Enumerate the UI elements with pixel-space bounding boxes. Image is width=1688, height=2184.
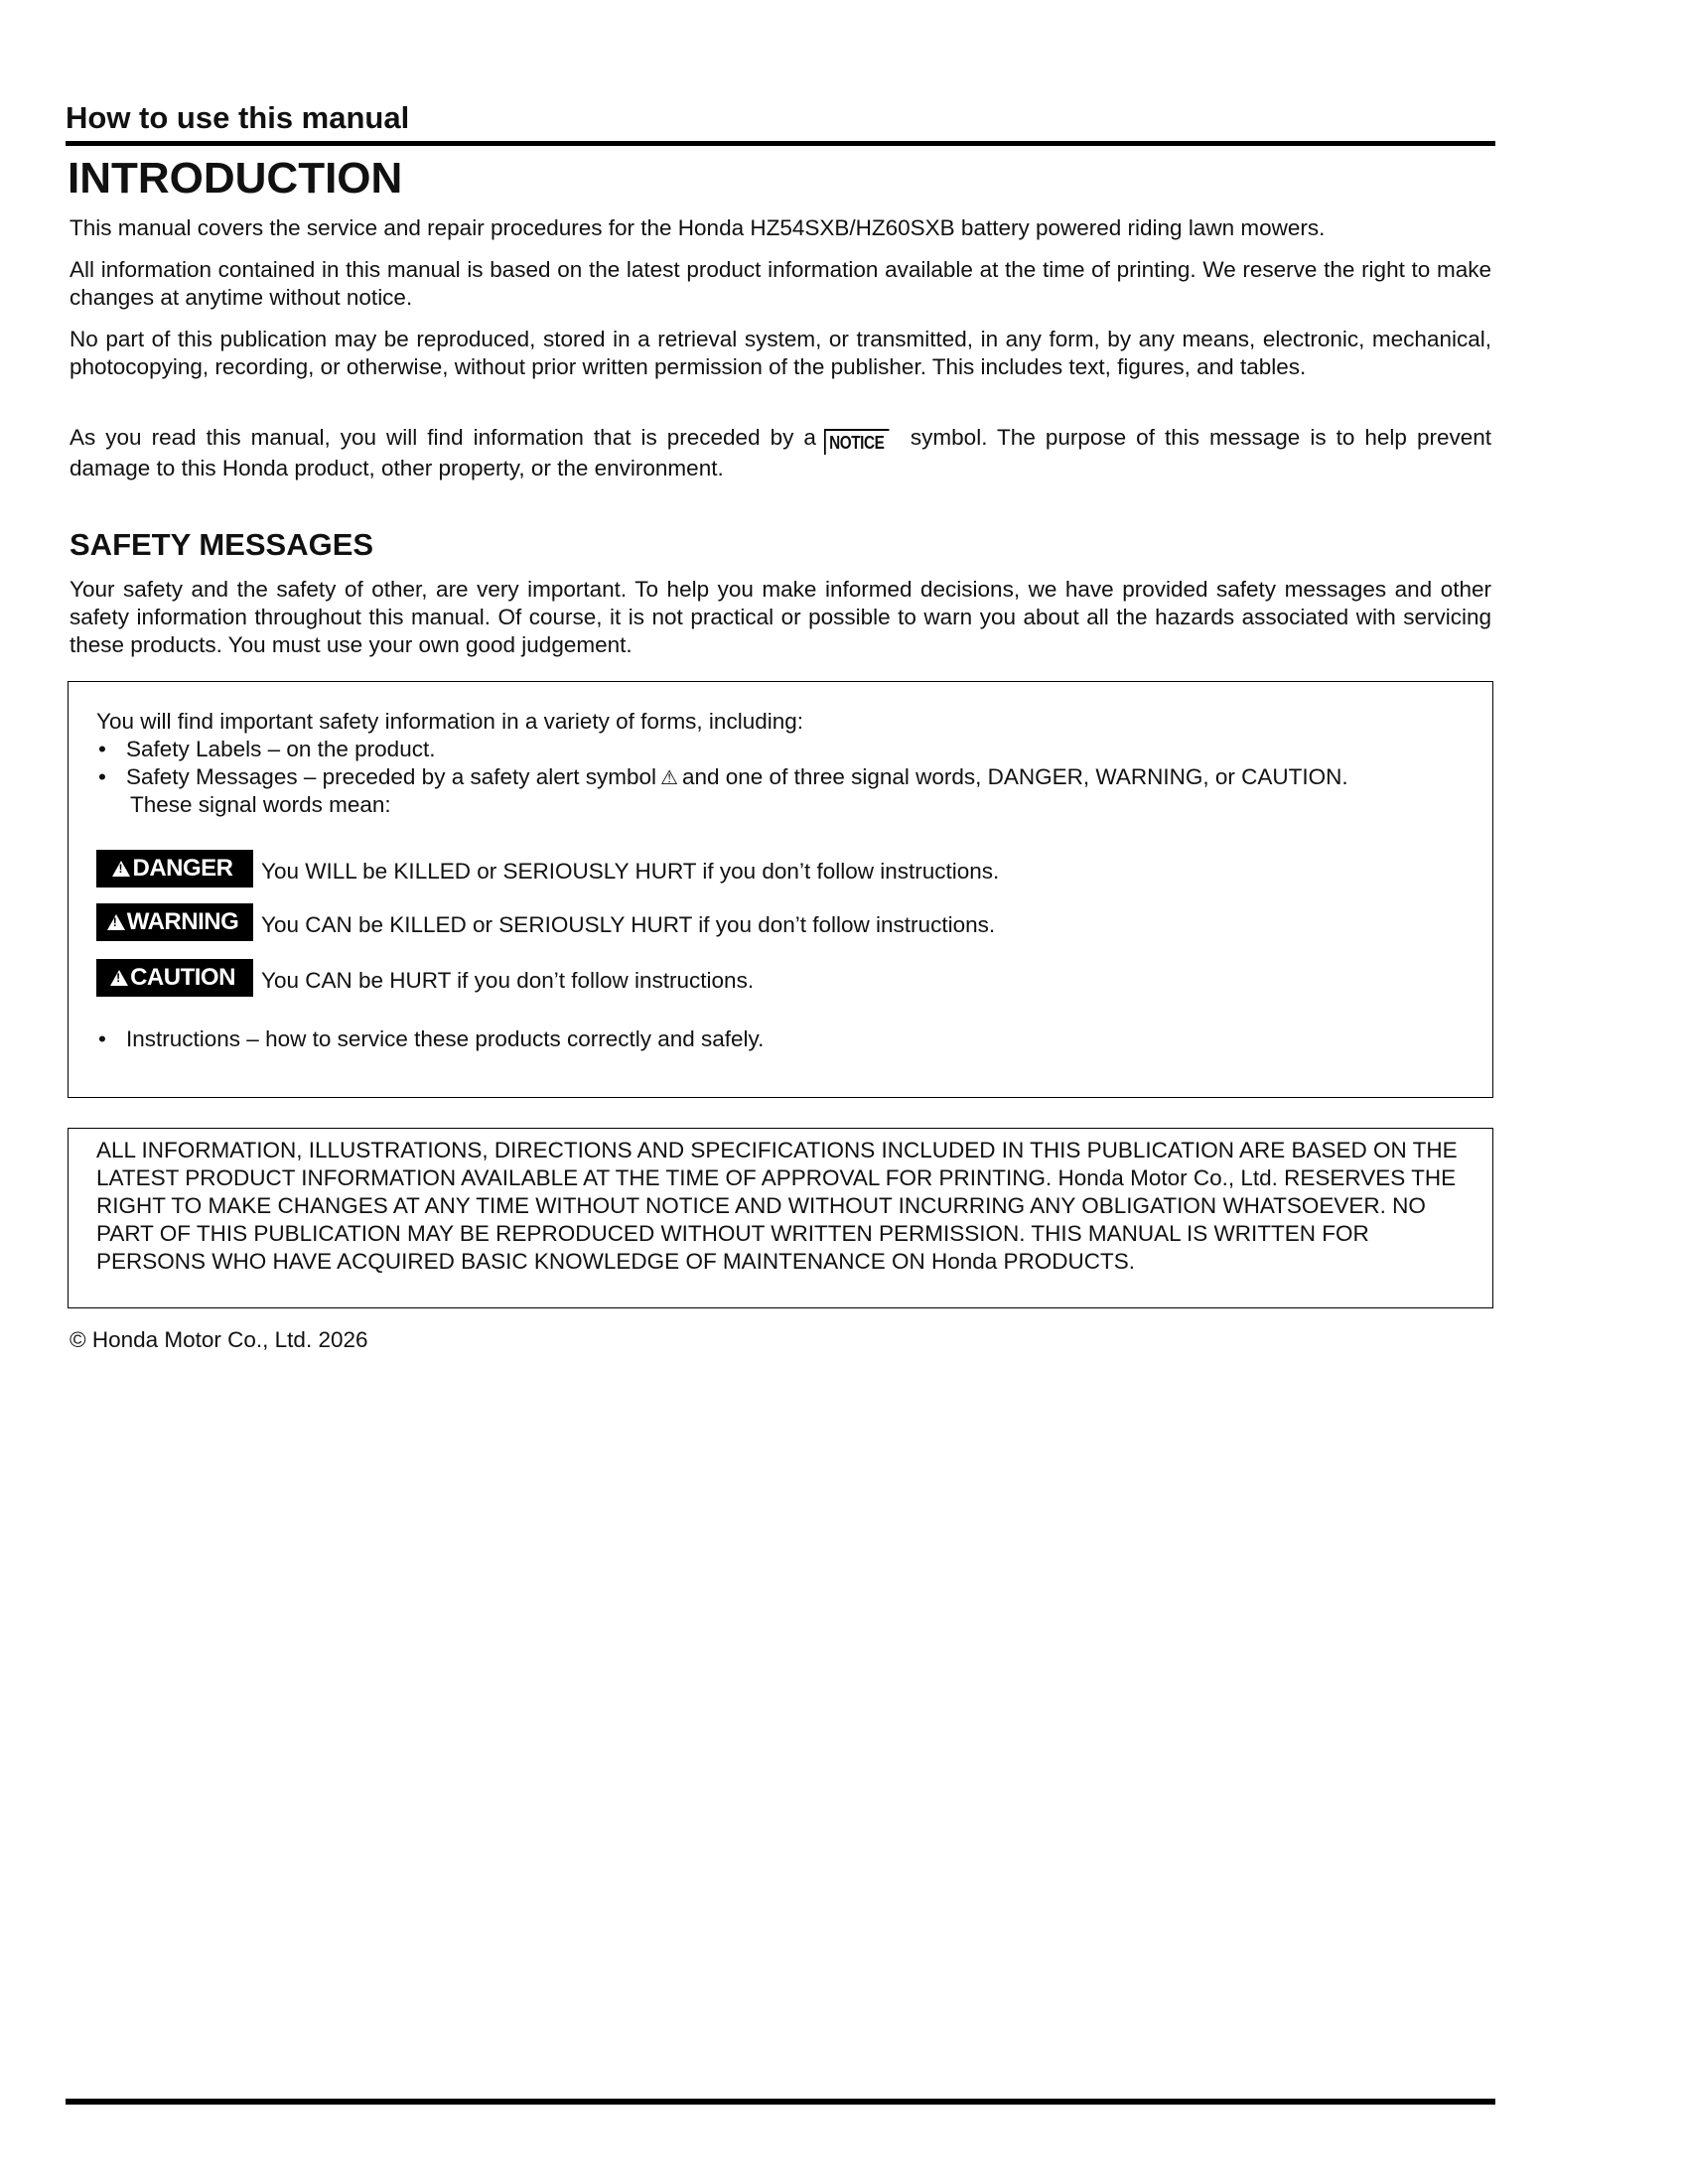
warning-text: You CAN be KILLED or SERIOUSLY HURT if you don’t follow instructions. <box>261 912 996 937</box>
bullet-text: Instructions – how to service these products correctly and safely. <box>126 1026 765 1051</box>
bullet-instructions: • Instructions – how to service these products correctly and safely. <box>98 1026 765 1051</box>
danger-text: You WILL be KILLED or SERIOUSLY HURT if you don’t follow instructions. <box>261 859 1000 884</box>
caution-text: You CAN be HURT if you don’t follow instructions. <box>261 968 755 993</box>
caution-label-text: CAUTION <box>130 964 235 991</box>
bullet-text: Safety Labels – on the product. <box>126 737 436 761</box>
safety-info-box <box>68 681 1493 1098</box>
safety-box-intro: You will find important safety information in a variety of forms, including: <box>96 709 804 734</box>
footer-rule <box>66 2099 1495 2105</box>
section-title: How to use this manual <box>66 100 410 135</box>
alert-triangle-icon <box>112 861 130 877</box>
bullet-text: and one of three signal words, DANGER, WARNING, or CAUTION. <box>681 764 1348 789</box>
copyright-notice: © Honda Motor Co., Ltd. 2026 <box>70 1327 368 1352</box>
disclaimer-box <box>68 1128 1493 1308</box>
safety-alert-icon: ⚠ <box>660 767 678 789</box>
intro-paragraph-3: No part of this publication may be reproduced, stored in a retrieval system, or transmitted, in any form, by any means, electronic, mechanical, photocopying, recording, or otherwise, without prior written permission of the publisher. This includes text, figures, and tables. <box>70 327 1491 379</box>
bullet-safety-labels: • Safety Labels – on the product. <box>98 737 436 761</box>
bullet-text: Safety Messages – preceded by a safety alert symbol <box>126 764 657 789</box>
caution-label <box>96 959 253 997</box>
signal-caution-row <box>96 958 754 998</box>
signal-words-lead: These signal words mean: <box>130 792 391 817</box>
signal-warning-row <box>96 902 995 942</box>
notice-text-before: As you read this manual, you will find information that is preceded by a <box>70 425 816 450</box>
bullet-safety-messages: • Safety Messages – preceded by a safety alert symbol ⚠ and one of three signal words, DANGER, WARNING, or CAUTION. <box>98 763 1469 792</box>
notice-text-after: symbol. The purpose of this message is to help prevent damage to this Honda product, other property, or the environment. <box>70 425 1491 480</box>
notice-symbol: NOTICE <box>824 429 889 455</box>
signal-danger-row <box>96 849 999 888</box>
introduction-heading: INTRODUCTION <box>68 154 403 203</box>
disclaimer-text: ALL INFORMATION, ILLUSTRATIONS, DIRECTIONS AND SPECIFICATIONS INCLUDED IN THIS PUBLICATION ARE BASED ON THE LATEST PRODUCT INFORMATION AVAILABLE AT THE TIME OF APPROVAL FOR PRINTING. Honda Motor Co., Ltd. RESERVES THE RIGHT TO MAKE CHANGES AT ANY TIME WITHOUT NOTICE AND WITHOUT INCURRING ANY OBLIGATION WHATSOEVER. NO PART OF THIS PUBLICATION MAY BE REPRODUCED WITHOUT WRITTEN PERMISSION. THIS MANUAL IS WRITTEN FOR PERSONS WHO HAVE ACQUIRED BASIC KNOWLEDGE OF MAINTENANCE ON Honda PRODUCTS. <box>96 1138 1458 1274</box>
safety-heading: SAFETY MESSAGES <box>70 527 374 562</box>
intro-paragraph-2: All information contained in this manual is based on the latest product information available at the time of printing. We reserve the right to make changes at anytime without notice. <box>70 257 1491 310</box>
danger-label <box>96 850 253 887</box>
intro-paragraph-4 <box>70 424 1491 482</box>
safety-intro-paragraph: Your safety and the safety of other, are very important. To help you make informed decisions, we have provided safety messages and other safety information throughout this manual. Of course, it is not practical or possible to warn you about all the hazards associated with servicing these products. You must use your own good judgement. <box>70 577 1491 657</box>
alert-triangle-icon <box>107 914 125 930</box>
alert-triangle-icon <box>110 970 128 986</box>
intro-paragraph-1: This manual covers the service and repair procedures for the Honda HZ54SXB/HZ60SXB battery powered riding lawn mowers. <box>70 215 1326 240</box>
warning-label-text: WARNING <box>126 908 239 935</box>
danger-label-text: DANGER <box>132 855 233 882</box>
header-rule <box>66 141 1495 146</box>
warning-label <box>96 903 253 941</box>
